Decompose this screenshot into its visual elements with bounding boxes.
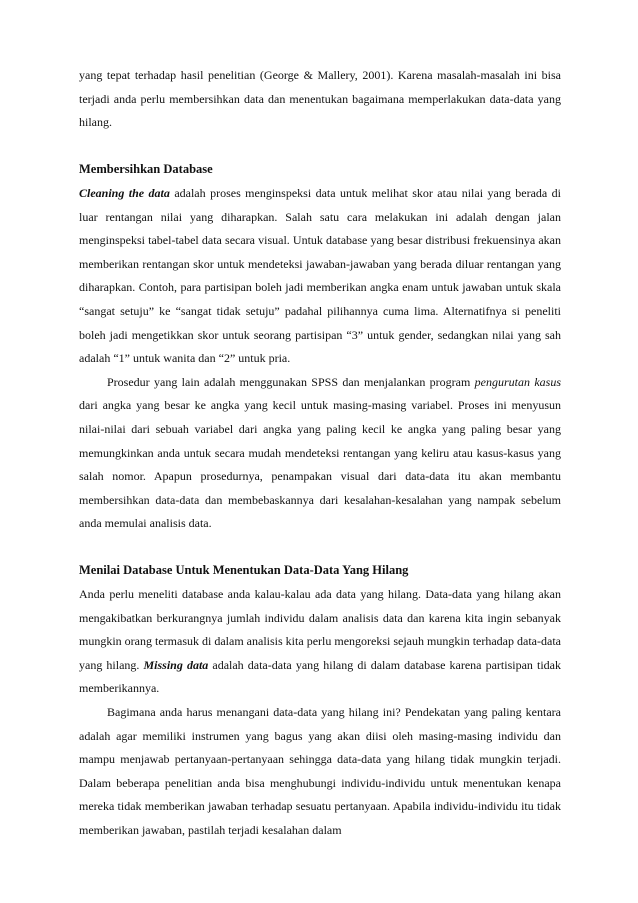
term-pengurutan-kasus: pengurutan kasus bbox=[474, 374, 561, 389]
paragraph-procedure bbox=[79, 371, 561, 536]
spacer bbox=[79, 536, 561, 560]
paragraph-procedure-pre: Prosedur yang lain adalah menggunakan SPSS dan menjalankan program bbox=[107, 374, 475, 389]
term-missing-data: Missing data bbox=[143, 657, 209, 672]
paragraph-procedure-post: dari angka yang besar ke angka yang kecil untuk masing-masing variabel. Proses ini menyusun nilai-nilai dari sebuah variabel dari angka yang paling kecil ke angka yang paling besar yang memungkinkan anda untuk secara mudah mendeteksi rentangan yang keliru atau kasus-kasus yang salah nomor. Apapun prosedurnya, penampakan visual dari data-data itu akan membantu membersihkan data-data dan membebaskannya dari kesalahan-kesalahan yang nampak sebelum anda memulai analisis data. bbox=[79, 398, 561, 531]
paragraph-missing-data bbox=[79, 583, 561, 701]
paragraph-missing-post: adalah data-data yang hilang di dalam database karena partisipan tidak memberikannya. bbox=[79, 657, 562, 696]
term-cleaning-the-data: Cleaning the data bbox=[79, 185, 170, 200]
paragraph-handling: Bagimana anda harus menangani data-data yang hilang ini? Pendekatan yang paling kentara adalah agar memiliki instrumen yang bagus yang akan diisi oleh masing-masing individu dan mampu menjawab pertanyaan-pertanyaan sehingga data-data yang hilang tidak mungkin terjadi. Dalam beberapa penelitian anda bisa menghubungi individu-individu untuk menentukan kenapa mereka tidak memberikan jawaban terhadap sesuatu pertanyaan. Apabila individu-individu itu tidak memberikan jawaban, pastilah terjadi kesalahan dalam bbox=[79, 705, 561, 837]
paragraph-cleaning-text: adalah proses menginspeksi data untuk melihat skor atau nilai yang berada di luar rentangan nilai yang diharapkan. Salah satu cara melakukan ini adalah dengan jalan menginspeksi tabel-tabel data secara visual. Untuk database yang besar distribusi frekuensinya akan memberikan rentangan skor untuk mendeteksi jawaban-jawaban yang berada diluar rentangan yang diharapkan. Contoh, para partisipan boleh jadi memberikan angka enam untuk jawaban untuk skala “sangat setuju” ke “sangat tidak setuju” padahal pilihannya cuma lima. Alternatifnya si peneliti boleh jadi mengetikkan skor untuk seorang partisipan “3” untuk gender, sedangkan nilai yang sah adalah “1” untuk wanita dan “2” untuk pria. bbox=[79, 185, 561, 366]
section-heading-cleaning: Membersihkan Database bbox=[79, 162, 213, 177]
spacer bbox=[79, 135, 561, 159]
section-heading-missing-data: Menilai Database Untuk Menentukan Data-Data Yang Hilang bbox=[79, 563, 409, 578]
paragraph-missing-pre: Anda perlu meneliti database anda kalau-kalau ada data yang hilang. Data-data yang hilang akan mengakibatkan berkurangnya jumlah individu dalam analisis data dan karena kita ingin sebanyak mungkin orang termasuk di dalam analisis kita perlu mengoreksi sejauh mungkin terhadap data-data yang hilang. bbox=[79, 587, 561, 672]
paragraph-cleaning bbox=[79, 182, 561, 371]
paragraph-intro: yang tepat terhadap hasil penelitian (George & Mallery, 2001). Karena masalah-masalah ini bisa terjadi anda perlu membersihkan data dan menentukan bagaimana memperlakukan data-data yang hilang. bbox=[79, 68, 561, 130]
document-page bbox=[79, 64, 561, 843]
